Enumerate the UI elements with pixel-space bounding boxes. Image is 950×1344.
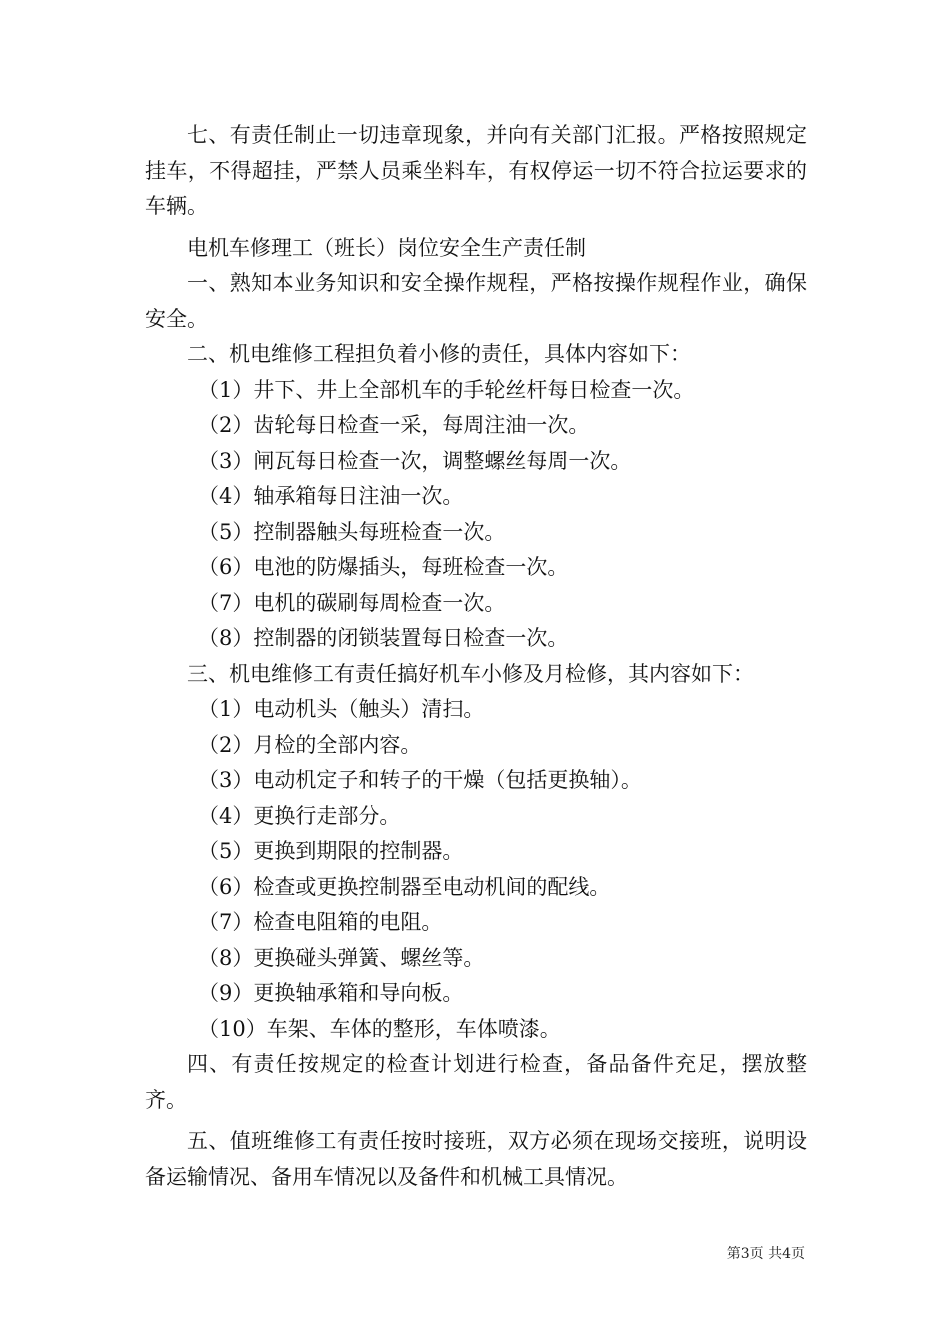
list-item: （8）控制器的闭锁装置每日检查一次。 xyxy=(198,626,569,650)
list-item: （2）月检的全部内容。 xyxy=(198,732,422,757)
list-item: （3）电动机定子和转子的干燥（包括更换轴）。 xyxy=(198,768,642,792)
list-item: （6）检查或更换控制器至电动机间的配线。 xyxy=(198,874,611,899)
list-item: （2）齿轮每日检查一采，每周注油一次。 xyxy=(198,413,590,437)
list-item: （5）更换到期限的控制器。 xyxy=(198,839,464,863)
list-item: （7）电机的碳刷每周检查一次。 xyxy=(198,590,506,615)
list-item: （6）电池的防爆插头，每班检查一次。 xyxy=(198,555,569,579)
list-item: （4）更换行走部分。 xyxy=(198,803,401,828)
list-item: （10）车架、车体的整形，车体喷漆。 xyxy=(198,1016,561,1041)
list-item: （9）更换轴承箱和导向板。 xyxy=(198,981,464,1005)
paragraph-5: 五、值班维修工有责任按时接班，双方必须在现场交接班，说明设备运输情况、备用车情况以及备件和机械工具情况。 xyxy=(145,1129,807,1189)
paragraph-3: 三、机电维修工有责任搞好机车小修及月检修，其内容如下： xyxy=(187,661,754,686)
paragraph-2: 二、机电维修工程担负着小修的责任，具体内容如下： xyxy=(187,342,691,366)
list-item: （7）检查电阻箱的电阻。 xyxy=(198,910,443,934)
list-item: （8）更换碰头弹簧、螺丝等。 xyxy=(198,945,485,970)
list-item: （1）电动机头（触头）清扫。 xyxy=(198,697,485,721)
list-item: （5）控制器触头每班检查一次。 xyxy=(198,519,506,544)
list-item: （3）闸瓦每日检查一次，调整螺丝每周一次。 xyxy=(198,448,632,473)
list-item: （1）井下、井上全部机车的手轮丝杆每日检查一次。 xyxy=(198,377,695,402)
paragraph-1: 一、熟知本业务知识和安全操作规程，严格按操作规程作业，确保安全。 xyxy=(145,271,807,331)
list-item: （4）轴承箱每日注油一次。 xyxy=(198,484,464,508)
paragraph-4: 四、有责任按规定的检查计划进行检查，备品备件充足，摆放整齐。 xyxy=(145,1052,807,1112)
paragraph-7: 七、有责任制止一切违章现象，并向有关部门汇报。严格按照规定挂车，不得超挂，严禁人员乘坐料车，有权停运一切不符合拉运要求的车辆。 xyxy=(145,123,807,218)
document-body xyxy=(145,118,807,1195)
page-number: 第3页 共4页 xyxy=(726,1246,805,1262)
section-title: 电机车修理工（班长）岗位安全生产责任制 xyxy=(187,235,586,260)
